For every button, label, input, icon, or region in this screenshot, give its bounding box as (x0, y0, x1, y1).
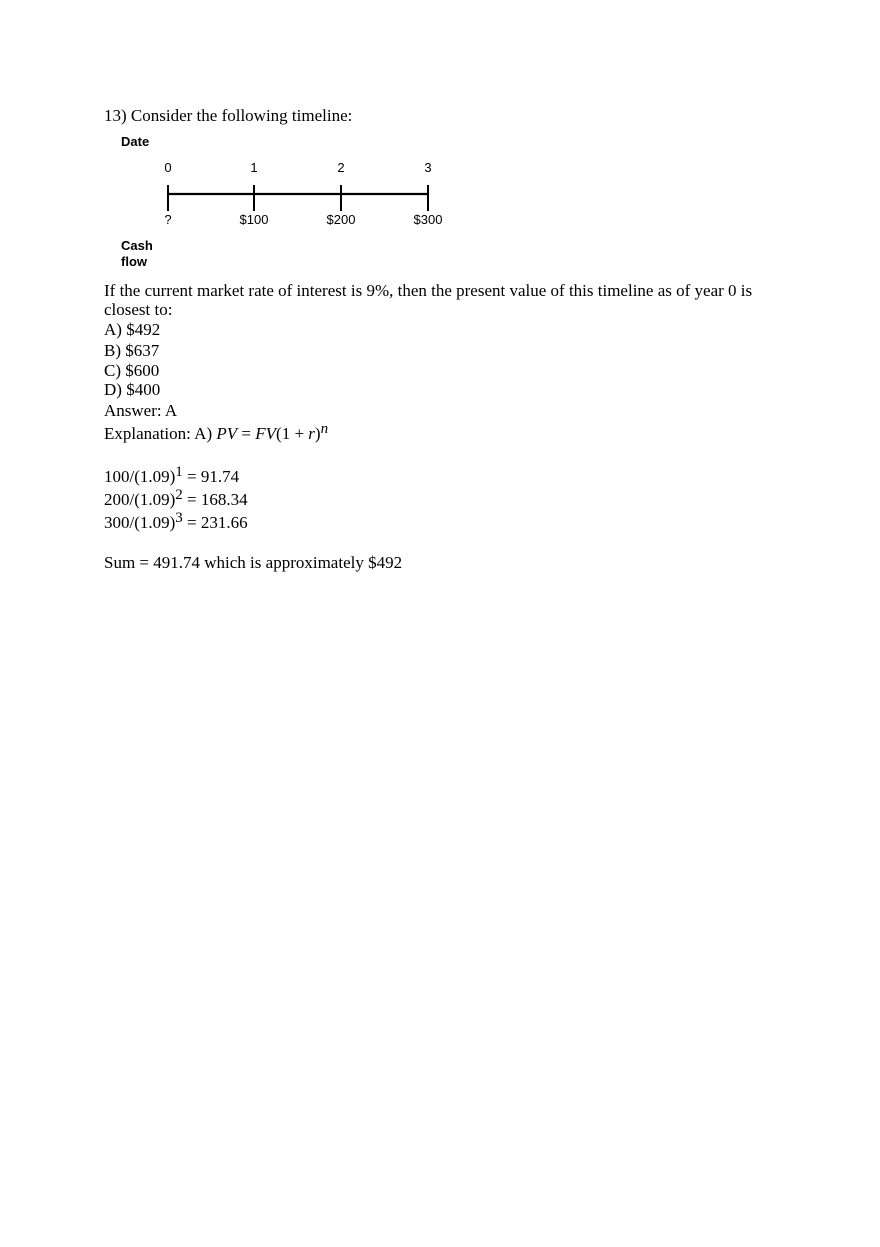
question-stem: 13) Consider the following timeline: (104, 106, 353, 125)
explanation-formula (104, 421, 329, 445)
date-tick-label: 3 (424, 160, 432, 175)
formula-fv: FV (255, 424, 277, 443)
calc-line (104, 510, 248, 534)
date-tick-label: 1 (250, 160, 258, 175)
calc-base: 100/(1.09) (104, 467, 176, 486)
question-body-line: closest to: (104, 300, 173, 319)
option-b: B) $637 (104, 341, 160, 360)
formula-paren: (1 + (276, 424, 309, 443)
cash-label: Cash (121, 238, 153, 253)
calc-base: 300/(1.09) (104, 513, 176, 532)
answer: Answer: A (104, 401, 178, 420)
calc-result: = 168.34 (182, 490, 248, 509)
formula-exponent: n (320, 421, 329, 437)
flow-label: flow (121, 254, 147, 269)
cash-flow-label: ? (164, 212, 172, 227)
option-d: D) $400 (104, 380, 161, 399)
cash-flow-label: $300 (413, 212, 443, 227)
date-tick-label: 2 (337, 160, 345, 175)
formula-pv: PV (216, 424, 238, 443)
option-c: C) $600 (104, 361, 160, 380)
calc-line (104, 487, 248, 511)
explanation-prefix: Explanation: A) (104, 424, 217, 443)
cash-flow-label: $100 (239, 212, 269, 227)
calc-base: 200/(1.09) (104, 490, 176, 509)
calc-result: = 91.74 (182, 467, 240, 486)
formula-r: r (308, 424, 315, 443)
date-label: Date (121, 134, 150, 149)
calc-exponent: 3 (175, 510, 183, 526)
calc-line (104, 464, 240, 488)
cash-flow-label: $200 (326, 212, 356, 227)
formula-close: ) (314, 424, 321, 443)
sum-line: Sum = 491.74 which is approximately $492 (104, 553, 403, 572)
formula-eq: = (237, 424, 256, 443)
calc-result: = 231.66 (182, 513, 248, 532)
question-body-line: If the current market rate of interest is 9%, then the present value of this timeline as of year 0 is (104, 281, 753, 300)
option-a: A) $492 (104, 320, 161, 339)
calc-exponent: 1 (175, 464, 183, 480)
date-tick-label: 0 (164, 160, 172, 175)
calc-exponent: 2 (175, 487, 183, 503)
